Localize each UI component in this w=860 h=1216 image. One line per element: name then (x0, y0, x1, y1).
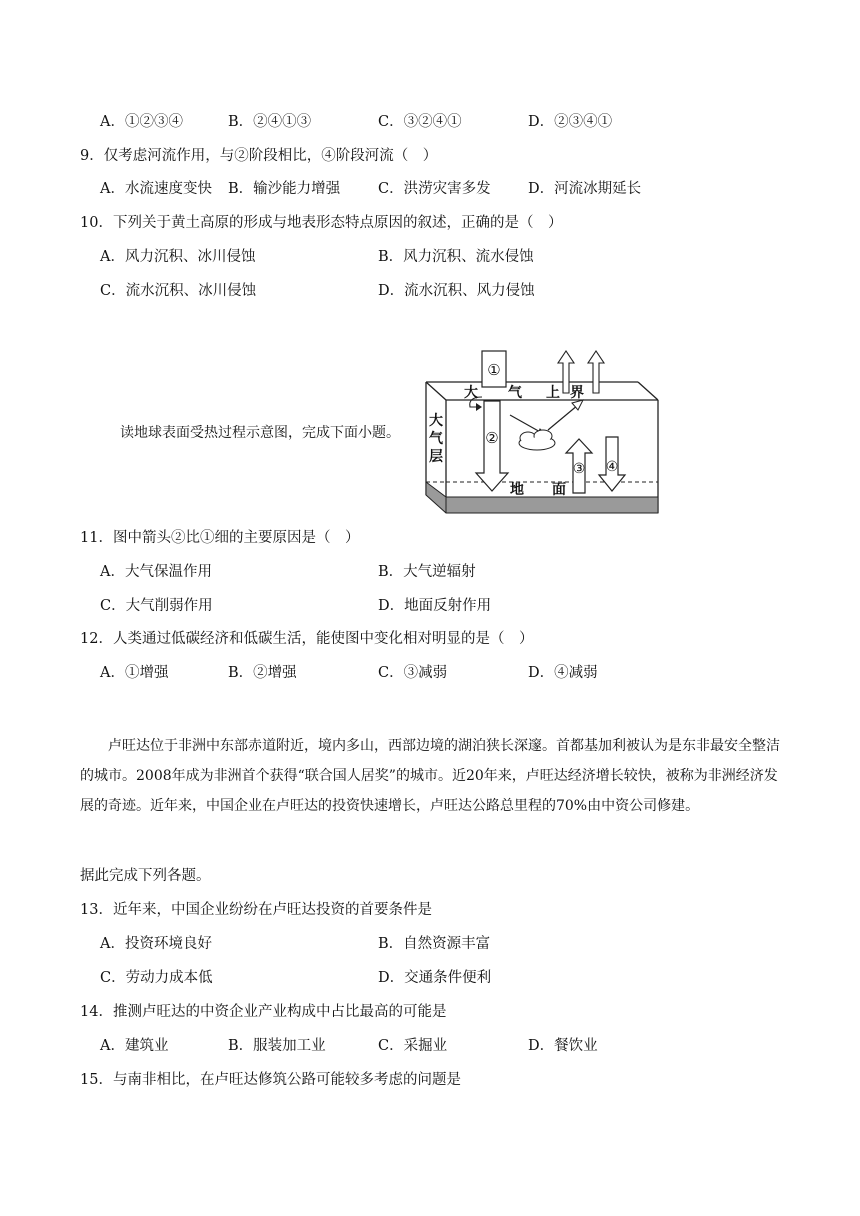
q13-option-a: A．投资环境良好 (100, 936, 212, 952)
q10-option-d: D．流水沉积、风力侵蚀 (378, 283, 535, 299)
q13-stem: 13．近年来，中国企业纷纷在卢旺达投资的首要条件是 (80, 902, 432, 918)
q12-stem: 12．人类通过低碳经济和低碳生活，能使图中变化相对明显的是（ ） (80, 631, 534, 647)
q11-option-d: D．地面反射作用 (378, 598, 492, 614)
q14-stem: 14．推测卢旺达的中资企业产业构成中占比最高的可能是 (80, 1004, 447, 1020)
q11-option-b: B．大气逆辐射 (378, 564, 476, 580)
q14-option-b: B．服装加工业 (228, 1038, 326, 1054)
ground-label-char-1: 地 (510, 482, 524, 498)
top-label-char-4: 界 (570, 385, 584, 401)
q12-option-b: B．②增强 (228, 665, 297, 681)
q11-stem: 11．图中箭头②比①细的主要原因是（ ） (80, 530, 360, 546)
side-label-char-3: 层 (429, 449, 443, 465)
q8-option-c: C．③②④① (378, 114, 462, 130)
q10-option-c: C．流水沉积、冰川侵蚀 (100, 283, 257, 299)
q9-option-c: C．洪涝灾害多发 (378, 181, 491, 197)
q11-option-a: A．大气保温作用 (100, 564, 212, 580)
q9-option-d: D．河流冰期延长 (528, 181, 642, 197)
q14-option-d: D．餐饮业 (528, 1038, 598, 1054)
label-1: ① (487, 361, 501, 379)
q14-option-a: A．建筑业 (100, 1038, 169, 1054)
top-label-char-1: 大 (464, 385, 478, 401)
q11-option-c: C．大气削弱作用 (100, 598, 213, 614)
q8-option-b: B．②④①③ (228, 114, 312, 130)
q13-option-c: C．劳动力成本低 (100, 970, 213, 986)
q14-option-c: C．采掘业 (378, 1038, 448, 1054)
cloud-icon (519, 430, 555, 450)
side-label-char-2: 气 (429, 431, 443, 447)
q9-option-b: B．输沙能力增强 (228, 181, 341, 197)
q10-stem: 10．下列关于黄土高原的形成与地表形态特点原因的叙述，正确的是（ ） (80, 215, 563, 231)
heating-process-diagram (420, 345, 670, 520)
label-3: ③ (572, 461, 586, 477)
passage-text: 卢旺达位于非洲中东部赤道附近，境内多山，西部边境的湖泊狭长深邃。首都基加利被认为是东非最安全整洁的城市。2008年成为非洲首个获得“联合国人居奖”的城市。近20年来，卢旺达经济增长较快，被称为非洲经济发展的奇迹。近年来，中国企业在卢旺达的投资快速增长，卢旺达公路总里程的70%由中资公司修建。 (80, 738, 780, 814)
q13-option-b: B．自然资源丰富 (378, 936, 491, 952)
figure-intro: 读地球表面受热过程示意图，完成下面小题。 (120, 425, 400, 441)
q12-option-d: D．④减弱 (528, 665, 598, 681)
q8-option-d: D．②③④① (528, 114, 613, 130)
q9-stem: 9．仅考虑河流作用，与②阶段相比，④阶段河流（ ） (80, 148, 438, 164)
label-2: ② (485, 429, 499, 447)
q9-option-a: A．水流速度变快 (100, 181, 212, 197)
q12-option-a: A．①增强 (100, 665, 169, 681)
q13-option-d: D．交通条件便利 (378, 970, 492, 986)
label-4: ④ (605, 459, 619, 475)
side-label-char-1: 大 (429, 413, 443, 429)
top-label-char-2: 气 (508, 385, 522, 401)
q8-option-a: A．①②③④ (100, 114, 183, 130)
q12-option-c: C．③减弱 (378, 665, 448, 681)
q15-stem: 15．与南非相比，在卢旺达修筑公路可能较多考虑的问题是 (80, 1072, 461, 1088)
passage-prompt: 据此完成下列各题。 (80, 868, 211, 884)
ground-label-char-2: 面 (552, 482, 566, 498)
q10-option-a: A．风力沉积、冰川侵蚀 (100, 249, 256, 265)
top-label-char-3: 上 (546, 385, 560, 401)
rwanda-passage (80, 731, 780, 821)
q10-option-b: B．风力沉积、流水侵蚀 (378, 249, 534, 265)
